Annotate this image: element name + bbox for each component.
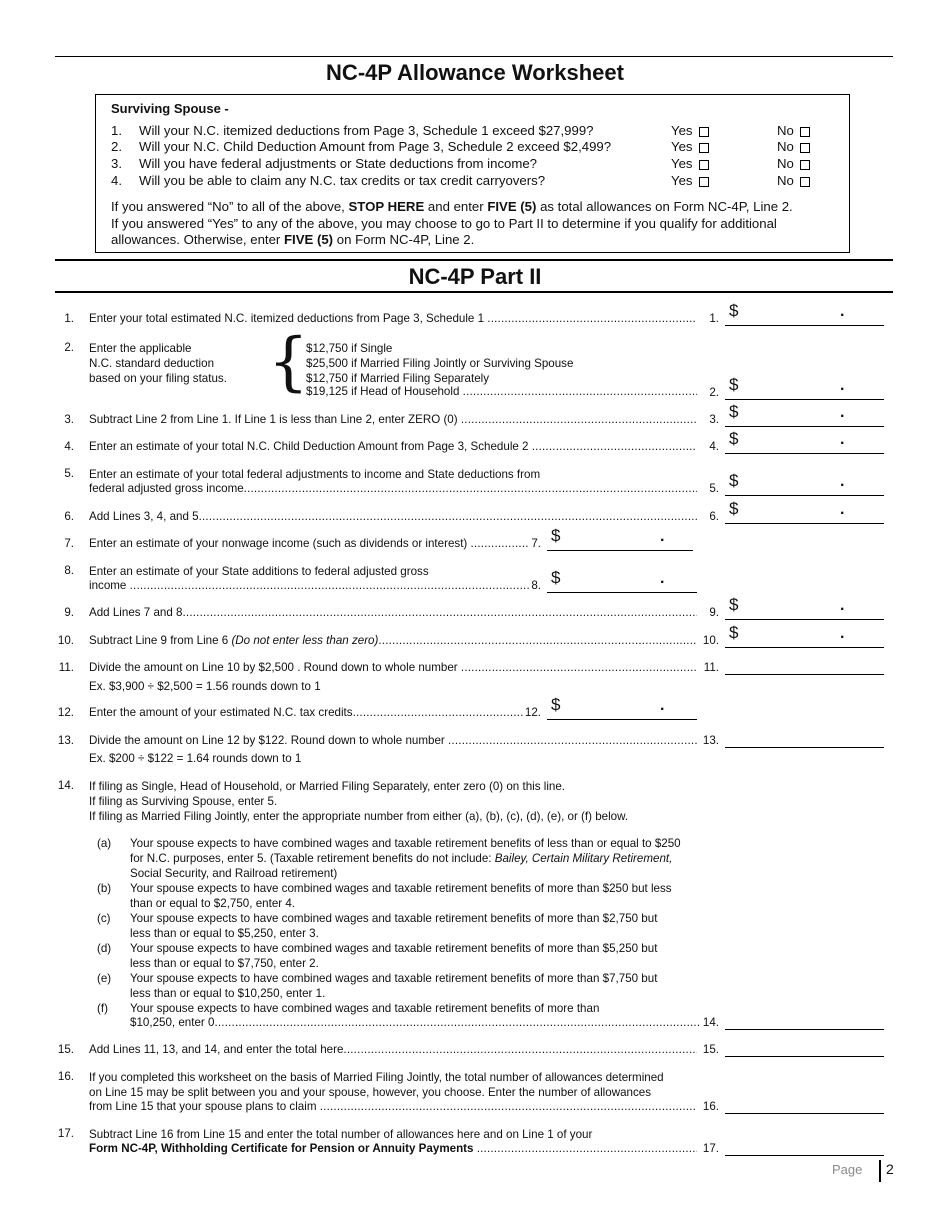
line-number: 16. (57, 1070, 74, 1083)
deduction-option: $12,750 if Single (306, 342, 393, 355)
dollar-sign: $ (729, 429, 739, 448)
line-number: 13. (57, 734, 74, 747)
line-11-count-field[interactable] (725, 656, 884, 675)
line-text (89, 1142, 697, 1155)
question-text: Will your N.C. itemized deductions from Page 3, Schedule 1 exceed $27,999? (139, 123, 594, 138)
instruction-otherwise (111, 232, 474, 247)
line-number: 7. (64, 537, 74, 550)
line-text-content: Enter an estimate of your nonwage income (such as dividends or interest) (89, 537, 468, 550)
deduction-option: $25,500 if Married Filing Jointly or Surviving Spouse (306, 357, 574, 370)
line-number: 12. (57, 706, 74, 719)
line-text: If you completed this worksheet on the basis of Married Filing Jointly, the total number of allowances determined (89, 1071, 664, 1084)
line-example: Ex. $200 ÷ $122 = 1.64 rounds down to 1 (89, 752, 302, 765)
line-number: 11. (58, 661, 74, 674)
option-text: than or equal to $2,750, enter 4. (130, 897, 296, 910)
line-text (89, 606, 697, 619)
option-text: Social Security, and Railroad retirement) (130, 867, 338, 880)
line-text-italic: (Do not enter less than zero) (231, 634, 379, 647)
question-number: 4. (111, 173, 122, 188)
question-number: 1. (111, 123, 122, 138)
dollar-sign: $ (551, 526, 561, 545)
yes-option[interactable] (671, 156, 709, 171)
part2-bottom-rule (55, 291, 893, 293)
option-text (130, 1016, 700, 1029)
line-text: If filing as Surviving Spouse, enter 5. (89, 795, 278, 808)
option-text (130, 851, 672, 866)
line-ref: 16. (702, 1100, 719, 1113)
line-ref: 17. (702, 1142, 719, 1155)
option-label: (c) (97, 912, 111, 925)
line-ref: 12. (524, 706, 541, 719)
line-ref: 3. (709, 413, 719, 426)
instr-bold: FIVE (5) (487, 199, 537, 214)
option-text: Your spouse expects to have combined wages and taxable retirement benefits of more than (130, 1002, 600, 1015)
yes-checkbox[interactable] (699, 127, 709, 137)
no-checkbox[interactable] (800, 177, 810, 187)
line-6-amount-field[interactable] (725, 499, 884, 524)
dollar-sign: $ (729, 471, 739, 490)
line-number: 5. (64, 467, 74, 480)
line-text-content: Enter an estimate of your total N.C. Child Deduction Amount from Page 3, Schedule 2 (89, 440, 529, 453)
line-ref: 11. (703, 661, 719, 674)
dollar-sign: $ (551, 695, 561, 714)
part2-top-rule (55, 259, 893, 261)
line-text (89, 510, 697, 523)
line-number: 9. (64, 606, 74, 619)
line-14-count-field[interactable] (725, 1011, 884, 1030)
yes-option[interactable] (671, 139, 709, 154)
line-text: Enter the applicable (89, 342, 192, 355)
instruction-no (111, 199, 793, 214)
decimal-point: . (840, 473, 845, 490)
line-ref: 2. (709, 386, 719, 399)
line-text: Enter an estimate of your total federal adjustments to income and State deductions from (89, 468, 541, 481)
yes-label: Yes (671, 156, 693, 171)
line-ref: 8. (531, 579, 541, 592)
line-1-amount-field[interactable] (725, 301, 884, 326)
option-text: less than or equal to $10,250, enter 1. (130, 987, 326, 1000)
no-label: No (777, 173, 794, 188)
line-text-content: Divide the amount on Line 12 by $122. Round down to whole number (89, 734, 445, 747)
deduction-option-text: $19,125 if Head of Household (306, 385, 460, 398)
decimal-point: . (660, 697, 665, 714)
dollar-sign: $ (551, 568, 561, 587)
no-checkbox[interactable] (800, 127, 810, 137)
page-label: Page (832, 1162, 863, 1177)
dollar-sign: $ (729, 499, 739, 518)
instr-text: on Form NC-4P, Line 2. (333, 232, 475, 247)
option-text: Your spouse expects to have combined wages and taxable retirement benefits of more than $2,750 but (130, 912, 658, 925)
line-number: 1. (64, 312, 74, 325)
line-text: If filing as Married Filing Jointly, enter the appropriate number from either (a), (b), (c), (d), (e), or (f) below. (89, 810, 629, 823)
line-ref: 10. (702, 634, 719, 647)
line-text-content: from Line 15 that your spouse plans to claim (89, 1100, 317, 1113)
line-text (89, 537, 529, 550)
line-ref: 15. (702, 1043, 719, 1056)
line-text-content: Add Lines 11, 13, and 14, and enter the total here (89, 1043, 344, 1056)
yes-checkbox[interactable] (699, 160, 709, 170)
line-text: Subtract Line 16 from Line 15 and enter the total number of allowances here and on Line 1 of your (89, 1128, 593, 1141)
line-number: 3. (64, 413, 74, 426)
line-text (89, 734, 697, 747)
line-number: 8. (64, 564, 74, 577)
line-text-content: Enter your total estimated N.C. itemized deductions from Page 3, Schedule 1 (89, 312, 485, 325)
question-text: Will your N.C. Child Deduction Amount from Page 3, Schedule 2 exceed $2,499? (139, 139, 612, 154)
line-text-content: Subtract Line 9 from Line 6 (89, 634, 232, 647)
yes-checkbox[interactable] (699, 143, 709, 153)
option-text: less than or equal to $7,750, enter 2. (130, 957, 319, 970)
deduction-option (306, 385, 697, 398)
line-text: N.C. standard deduction (89, 357, 215, 370)
instr-text: as total allowances on Form NC-4P, Line 2. (536, 199, 793, 214)
line-ref: 6. (709, 510, 719, 523)
yes-label: Yes (671, 139, 693, 154)
no-label: No (777, 123, 794, 138)
line-text-content: Enter the amount of your estimated N.C. tax credits (89, 706, 353, 719)
dollar-sign: $ (729, 301, 739, 320)
dollar-sign: $ (729, 623, 739, 642)
no-checkbox[interactable] (800, 160, 810, 170)
question-text: Will you be able to claim any N.C. tax credits or tax credit carryovers? (139, 173, 546, 188)
no-option[interactable] (777, 156, 810, 171)
yes-option[interactable] (671, 123, 709, 138)
option-text: Your spouse expects to have combined wages and taxable retirement benefits of less than or equal to $250 (130, 837, 681, 850)
top-rule (55, 56, 893, 57)
no-option[interactable] (777, 123, 810, 138)
option-label: (e) (97, 972, 112, 985)
line-ref: 13. (702, 734, 719, 747)
yes-label: Yes (671, 123, 693, 138)
no-option[interactable] (777, 173, 810, 188)
no-label: No (777, 139, 794, 154)
line-text (89, 634, 697, 647)
question-number: 3. (111, 156, 122, 171)
line-number: 6. (64, 510, 74, 523)
line-text-bold: Form NC-4P, Withholding Certificate for Pension or Annuity Payments (89, 1142, 474, 1155)
line-16-count-field[interactable] (725, 1095, 884, 1114)
line-text-content: Subtract Line 2 from Line 1. If Line 1 is less than Line 2, enter ZERO (0) (89, 413, 458, 426)
line-text (89, 706, 523, 719)
line-text (89, 312, 697, 325)
line-5-amount-field[interactable] (725, 471, 884, 496)
line-4-amount-field[interactable] (725, 429, 884, 454)
instruction-yes: If you answered “Yes” to any of the above, you may choose to go to Part II to determine if you qualify for additional (111, 216, 777, 231)
line-2-amount-field[interactable] (725, 375, 884, 400)
page-number: 2 (886, 1161, 894, 1177)
yes-label: Yes (671, 173, 693, 188)
no-label: No (777, 156, 794, 171)
yes-option[interactable] (671, 173, 709, 188)
line-text-content: income (89, 579, 127, 592)
line-text-content: Divide the amount on Line 10 by $2,500 . Round down to whole number (89, 661, 458, 674)
yes-checkbox[interactable] (699, 177, 709, 187)
option-label: (a) (97, 837, 112, 850)
instr-text: and enter (424, 199, 488, 214)
decimal-point: . (840, 404, 845, 421)
no-option[interactable] (777, 139, 810, 154)
decimal-point: . (840, 501, 845, 518)
line-8-amount-field[interactable] (547, 568, 697, 593)
dollar-sign: $ (729, 375, 739, 394)
line-text-content: Add Lines 7 and 8 (89, 606, 183, 619)
line-10-amount-field[interactable] (725, 623, 884, 648)
box-heading: Surviving Spouse - (111, 101, 229, 116)
decimal-point: . (840, 303, 845, 320)
line-17-count-field[interactable] (725, 1137, 884, 1156)
line-text: on Line 15 may be split between you and your spouse, however, you choose. Enter the number of allowances (89, 1086, 652, 1099)
instr-bold: STOP HERE (348, 199, 425, 214)
part2-title: NC-4P Part II (408, 264, 542, 289)
option-label: (d) (97, 942, 112, 955)
instr-text: allowances. Otherwise, enter (111, 232, 284, 247)
line-text (89, 413, 697, 426)
option-text-part: $10,250, enter 0 (130, 1016, 215, 1029)
line-example: Ex. $3,900 ÷ $2,500 = 1.56 rounds down to 1 (89, 680, 321, 693)
line-text (89, 661, 697, 674)
question-text: Will you have federal adjustments or State deductions from income? (139, 156, 538, 171)
option-text-part: for N.C. purposes, enter 5. (Taxable retirement benefits do not include: (130, 852, 495, 865)
line-ref: 4. (709, 440, 719, 453)
line-number: 10. (57, 634, 74, 647)
decimal-point: . (840, 377, 845, 394)
dollar-sign: $ (729, 402, 739, 421)
line-text-content: federal adjusted gross income (89, 482, 244, 495)
line-text: If filing as Single, Head of Household, or Married Filing Separately, enter zero (0) on this line. (89, 780, 566, 793)
line-13-count-field[interactable] (725, 729, 884, 748)
line-text: Enter an estimate of your State additions to federal adjusted gross (89, 565, 429, 578)
decimal-point: . (660, 528, 665, 545)
line-ref: 1. (709, 312, 719, 325)
option-text-italic: Bailey, Certain Military Retirement, (494, 852, 673, 865)
line-text: based on your filing status. (89, 372, 227, 385)
line-15-count-field[interactable] (725, 1038, 884, 1057)
option-text: Your spouse expects to have combined wages and taxable retirement benefits of more than $5,250 but (130, 942, 658, 955)
line-ref: 7. (531, 537, 541, 550)
line-text (89, 482, 697, 495)
line-9-amount-field[interactable] (725, 595, 884, 620)
page-divider (879, 1160, 881, 1182)
surviving-spouse-box (95, 94, 850, 253)
line-number: 4. (64, 440, 74, 453)
question-number: 2. (111, 139, 122, 154)
option-label: (f) (97, 1002, 108, 1015)
line-number: 15. (57, 1043, 74, 1056)
line-text (89, 579, 529, 592)
line-text (89, 440, 697, 453)
option-text: Your spouse expects to have combined wages and taxable retirement benefits of more than $250 but less (130, 882, 672, 895)
line-12-amount-field[interactable] (547, 695, 697, 720)
decimal-point: . (840, 625, 845, 642)
option-text: less than or equal to $5,250, enter 3. (130, 927, 319, 940)
brace-symbol: { (268, 325, 309, 399)
decimal-point: . (660, 570, 665, 587)
option-text: Your spouse expects to have combined wages and taxable retirement benefits of more than $7,750 but (130, 972, 658, 985)
line-text-content: Add Lines 3, 4, and 5 (89, 510, 199, 523)
line-7-amount-field[interactable] (547, 526, 693, 551)
dollar-sign: $ (729, 595, 739, 614)
line-number: 17. (57, 1127, 74, 1140)
deduction-option: $12,750 if Married Filing Separately (306, 372, 490, 385)
decimal-point: . (840, 597, 845, 614)
line-ref: 9. (709, 606, 719, 619)
line-number: 2. (64, 341, 74, 354)
instr-bold: FIVE (5) (283, 232, 334, 247)
line-ref: 14. (702, 1016, 719, 1029)
line-text (89, 1100, 697, 1113)
line-text (89, 1043, 697, 1056)
instr-text: If you answered “No” to all of the above, (111, 199, 349, 214)
no-checkbox[interactable] (800, 143, 810, 153)
line-3-amount-field[interactable] (725, 402, 884, 427)
option-label: (b) (97, 882, 112, 895)
worksheet-title: NC-4P Allowance Worksheet (326, 60, 624, 85)
line-number: 14. (57, 779, 74, 792)
decimal-point: . (840, 431, 845, 448)
line-ref: 5. (709, 482, 719, 495)
